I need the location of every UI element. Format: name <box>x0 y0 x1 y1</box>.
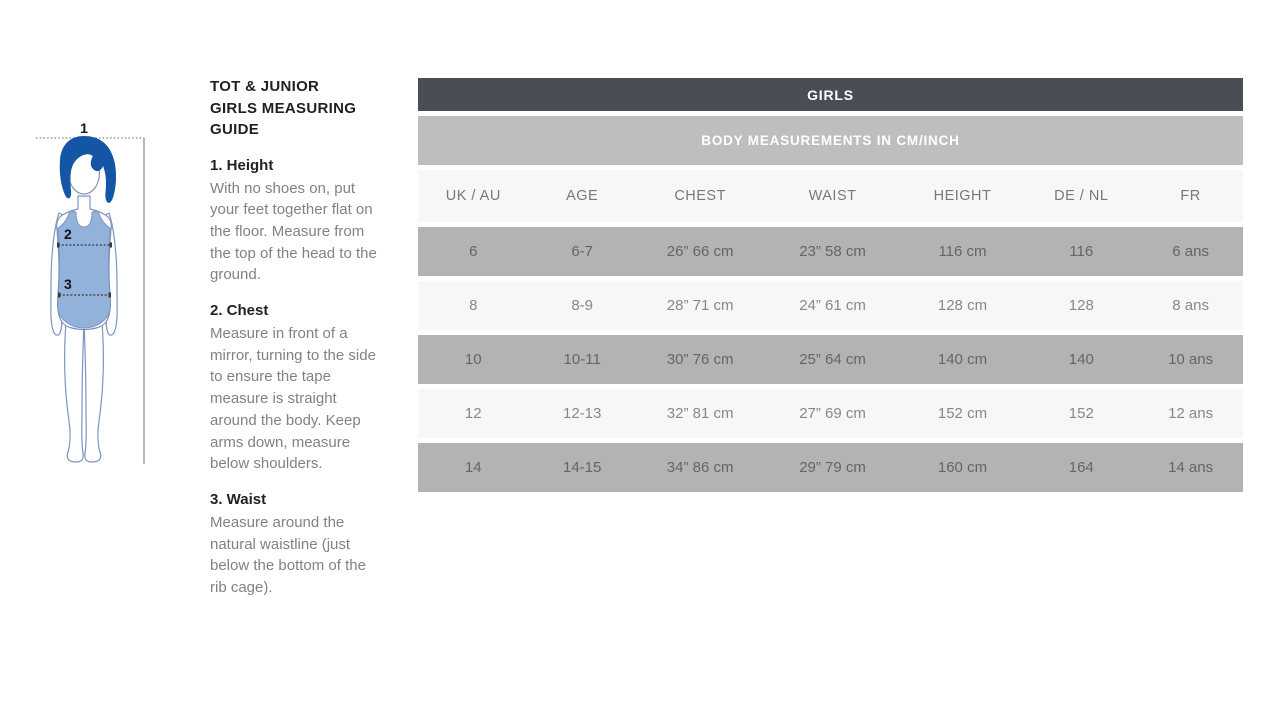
figure-label-chest: 2 <box>64 226 72 242</box>
guide-heading-height: 1. Height <box>210 156 274 174</box>
table-cell: 6 ans <box>1138 227 1243 276</box>
waist-line-left-cap <box>58 293 61 298</box>
figure-label-height: 1 <box>80 120 88 136</box>
table-cell: 14 ans <box>1138 443 1243 492</box>
table-cell: 32” 81 cm <box>636 389 765 438</box>
right-leg-shape <box>84 311 103 462</box>
guide-title-line-2: GIRLS MEASURING <box>210 99 357 117</box>
table-cell: 12 ans <box>1138 389 1243 438</box>
table-cell: 116 <box>1024 227 1138 276</box>
figure-label-waist: 3 <box>64 276 72 292</box>
table-cell: 8-9 <box>529 281 636 330</box>
table-cell: 140 <box>1024 335 1138 384</box>
table-cell: 12-13 <box>529 389 636 438</box>
chest-line-right-cap <box>110 243 113 248</box>
column-header-height: HEIGHT <box>901 170 1025 222</box>
table-cell: 128 cm <box>901 281 1025 330</box>
guide-heading-chest: 2. Chest <box>210 302 269 320</box>
guide-title-line-3: GUIDE <box>210 121 260 138</box>
table-cell: 25” 64 cm <box>764 335 900 384</box>
column-header-age: AGE <box>529 170 636 222</box>
size-chart <box>418 78 1243 497</box>
measuring-figure-illustration <box>30 116 155 471</box>
table-cell: 152 cm <box>901 389 1025 438</box>
table-cell: 23” 58 cm <box>764 227 900 276</box>
chest-line-left-cap <box>57 243 60 248</box>
guide-title-line-1: TOT & JUNIOR <box>210 78 320 95</box>
column-header-de-nl: DE / NL <box>1024 170 1138 222</box>
column-header-waist: WAIST <box>764 170 900 222</box>
table-cell: 116 cm <box>901 227 1025 276</box>
table-cell: 10 ans <box>1138 335 1243 384</box>
guide-body-chest: Measure in front of a mirror, turning to the side to ensure the tape measure is straight around the body. Keep arms down, measure below shoulders. <box>210 325 376 473</box>
waist-line-right-cap <box>109 293 112 298</box>
table-cell: 34” 86 cm <box>636 443 765 492</box>
column-header-chest: CHEST <box>636 170 765 222</box>
table-cell: 164 <box>1024 443 1138 492</box>
table-cell: 10 <box>418 335 529 384</box>
guide-body-height: With no shoes on, put your feet together flat on the floor. Measure from the top of the head to the ground. <box>210 179 377 284</box>
table-cell: 14 <box>418 443 529 492</box>
left-leg-shape <box>65 311 84 462</box>
measuring-guide <box>210 76 382 599</box>
table-cell: 152 <box>1024 389 1138 438</box>
girl-figure-diagram <box>30 116 155 471</box>
table-row <box>418 443 1243 492</box>
column-header-fr: FR <box>1138 170 1243 222</box>
guide-heading-waist: 3. Waist <box>210 490 267 508</box>
table-subtitle-bar: BODY MEASUREMENTS IN CM/INCH <box>418 116 1243 165</box>
table-cell: 29” 79 cm <box>764 443 900 492</box>
table-cell: 27” 69 cm <box>764 389 900 438</box>
table-row <box>418 335 1243 384</box>
table-cell: 6-7 <box>529 227 636 276</box>
table-body <box>418 227 1243 492</box>
table-cell: 14-15 <box>529 443 636 492</box>
table-row <box>418 281 1243 330</box>
measurements-table <box>418 165 1243 497</box>
table-cell: 128 <box>1024 281 1138 330</box>
guide-title <box>210 76 382 141</box>
table-cell: 8 ans <box>1138 281 1243 330</box>
table-cell: 10-11 <box>529 335 636 384</box>
table-cell: 140 cm <box>901 335 1025 384</box>
table-cell: 28” 71 cm <box>636 281 765 330</box>
table-cell: 160 cm <box>901 443 1025 492</box>
table-row <box>418 389 1243 438</box>
table-cell: 6 <box>418 227 529 276</box>
table-cell: 24” 61 cm <box>764 281 900 330</box>
guide-body-waist: Measure around the natural waistline (just below the bottom of the rib cage). <box>210 513 366 597</box>
table-row <box>418 227 1243 276</box>
table-cell: 12 <box>418 389 529 438</box>
table-cell: 8 <box>418 281 529 330</box>
table-title-bar: GIRLS <box>418 78 1243 111</box>
table-header-row <box>418 170 1243 222</box>
table-cell: 30” 76 cm <box>636 335 765 384</box>
column-header-uk-au: UK / AU <box>418 170 529 222</box>
table-cell: 26” 66 cm <box>636 227 765 276</box>
